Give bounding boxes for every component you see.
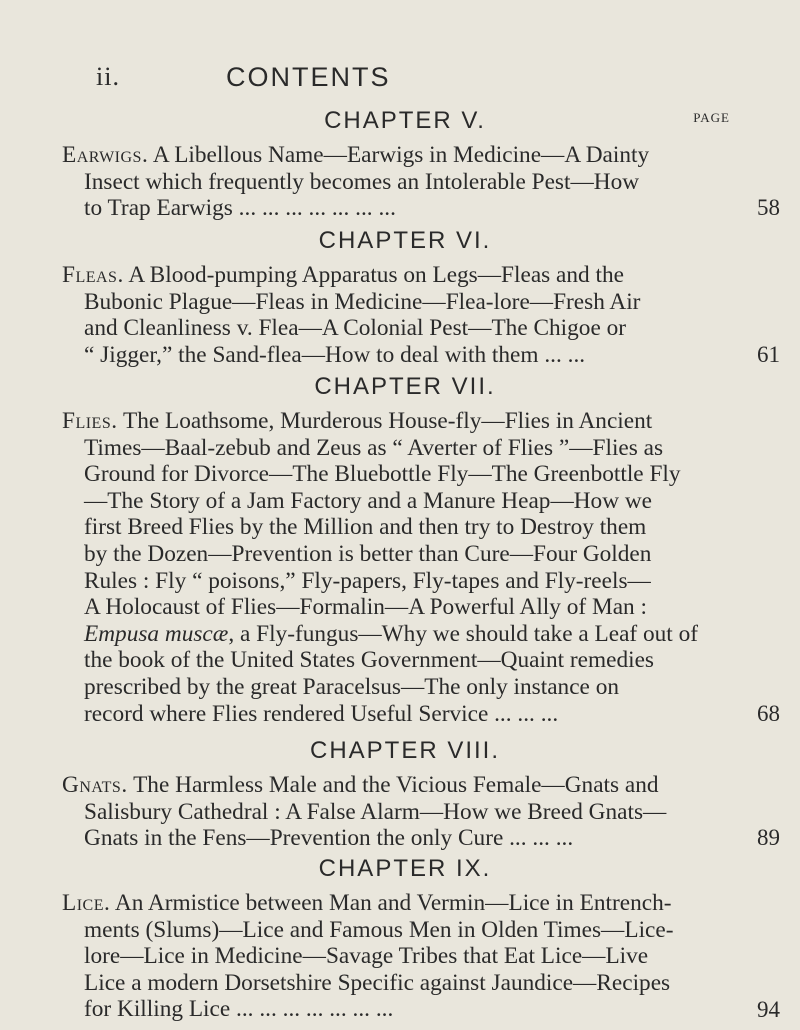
chapter-8 (62, 737, 780, 852)
entry-line: lore—Lice in Medicine—Savage Tribes that Eat Lice—Live (84, 943, 649, 970)
entry-subject: Lice. (62, 890, 111, 916)
entry-line: —The Story of a Jam Factory and a Manure Heap—How we (84, 487, 653, 514)
page-ref: 68 (757, 701, 780, 726)
chapter-heading: CHAPTER V. (324, 107, 486, 134)
entry-subject: Gnats. (62, 772, 128, 798)
chapter-heading: CHAPTER VI. (318, 227, 492, 254)
entry-line: Ground for Divorce—The Bluebottle Fly—The Greenbottle Fly (84, 461, 681, 488)
running-header (96, 62, 706, 102)
chapter-heading: CHAPTER VII. (314, 373, 496, 400)
entry-line: Fleas. A Blood-pumping Apparatus on Legs—Fleas and the (62, 262, 624, 288)
entry-line: Rules : Fly “ poisons,” Fly-papers, Fly-tapes and Fly-reels— (84, 567, 651, 594)
entry-line: Lice. An Armistice between Man and Vermin—Lice in Entrench- (62, 890, 672, 916)
entry-line: record where Flies rendered Useful Service ... ... ... (84, 700, 559, 727)
entry-line: Gnats in the Fens—Prevention the only Cure ... ... ... (84, 825, 574, 852)
chapter-heading: CHAPTER IX. (318, 855, 492, 882)
entry-line: to Trap Earwigs ... ... ... ... ... ... ... (84, 195, 396, 222)
entry-line: for Killing Lice ... ... ... ... ... ... ... (84, 996, 394, 1023)
entry-line: prescribed by the great Paracelsus—The only instance on (84, 673, 619, 700)
entry-line: “ Jigger,” the Sand-flea—How to deal with them ... ... (84, 341, 586, 368)
entry-line: Bubonic Plague—Fleas in Medicine—Flea-lore—Fresh Air (84, 288, 641, 315)
entry-line: ments (Slums)—Lice and Famous Men in Olden Times—Lice- (84, 916, 674, 943)
page-ref: 94 (757, 997, 780, 1022)
entry-subject: Earwigs. (62, 142, 149, 168)
entry-line: Gnats. The Harmless Male and the Vicious Female—Gnats and (62, 772, 659, 798)
chapter-heading: CHAPTER VIII. (309, 737, 501, 764)
entry-line: Lice a modern Dorsetshire Specific against Jaundice—Recipes (84, 969, 671, 996)
chapter-9 (62, 855, 780, 1023)
entry-line: the book of the United States Government—Quaint remedies (84, 647, 654, 674)
toc-entry (62, 262, 780, 368)
toc-entry (62, 890, 780, 1023)
entry-line: Empusa muscæ, a Fly-fungus—Why we should take a Leaf out of (84, 620, 699, 647)
entry-line: Salisbury Cathedral : A False Alarm—How we Breed Gnats— (84, 798, 667, 825)
entry-line: by the Dozen—Prevention is better than Cure—Four Golden (84, 540, 652, 567)
entry-subject: Fleas. (62, 262, 124, 288)
toc-entry (62, 772, 780, 852)
running-title: CONTENTS (226, 62, 391, 92)
chapter-5 (62, 107, 780, 222)
toc-entry (62, 142, 780, 222)
page-ref: 58 (757, 195, 780, 220)
entry-line: and Cleanliness v. Flea—A Colonial Pest—The Chigoe or (84, 315, 627, 342)
page-ref: 61 (757, 342, 780, 367)
page-ref: 89 (757, 825, 780, 850)
entry-line: Flies. The Loathsome, Murderous House-fly—Flies in Ancient (62, 408, 653, 434)
entry-line: A Holocaust of Flies—Formalin—A Powerful Ally of Man : (84, 594, 647, 621)
toc-entry (62, 408, 780, 727)
entry-line: first Breed Flies by the Million and then try to Destroy them (84, 514, 647, 541)
chapter-6 (62, 227, 780, 368)
page-column-label: PAGE (693, 110, 730, 125)
entry-subject: Flies. (62, 408, 118, 434)
entry-line: Earwigs. A Libellous Name—Earwigs in Medicine—A Dainty (62, 142, 650, 168)
chapter-7 (62, 373, 780, 727)
entry-line: Times—Baal-zebub and Zeus as “ Averter of Flies ”—Flies as (84, 434, 664, 461)
page-number: ii. (96, 62, 120, 91)
entry-line: Insect which frequently becomes an Intolerable Pest—How (84, 168, 640, 195)
